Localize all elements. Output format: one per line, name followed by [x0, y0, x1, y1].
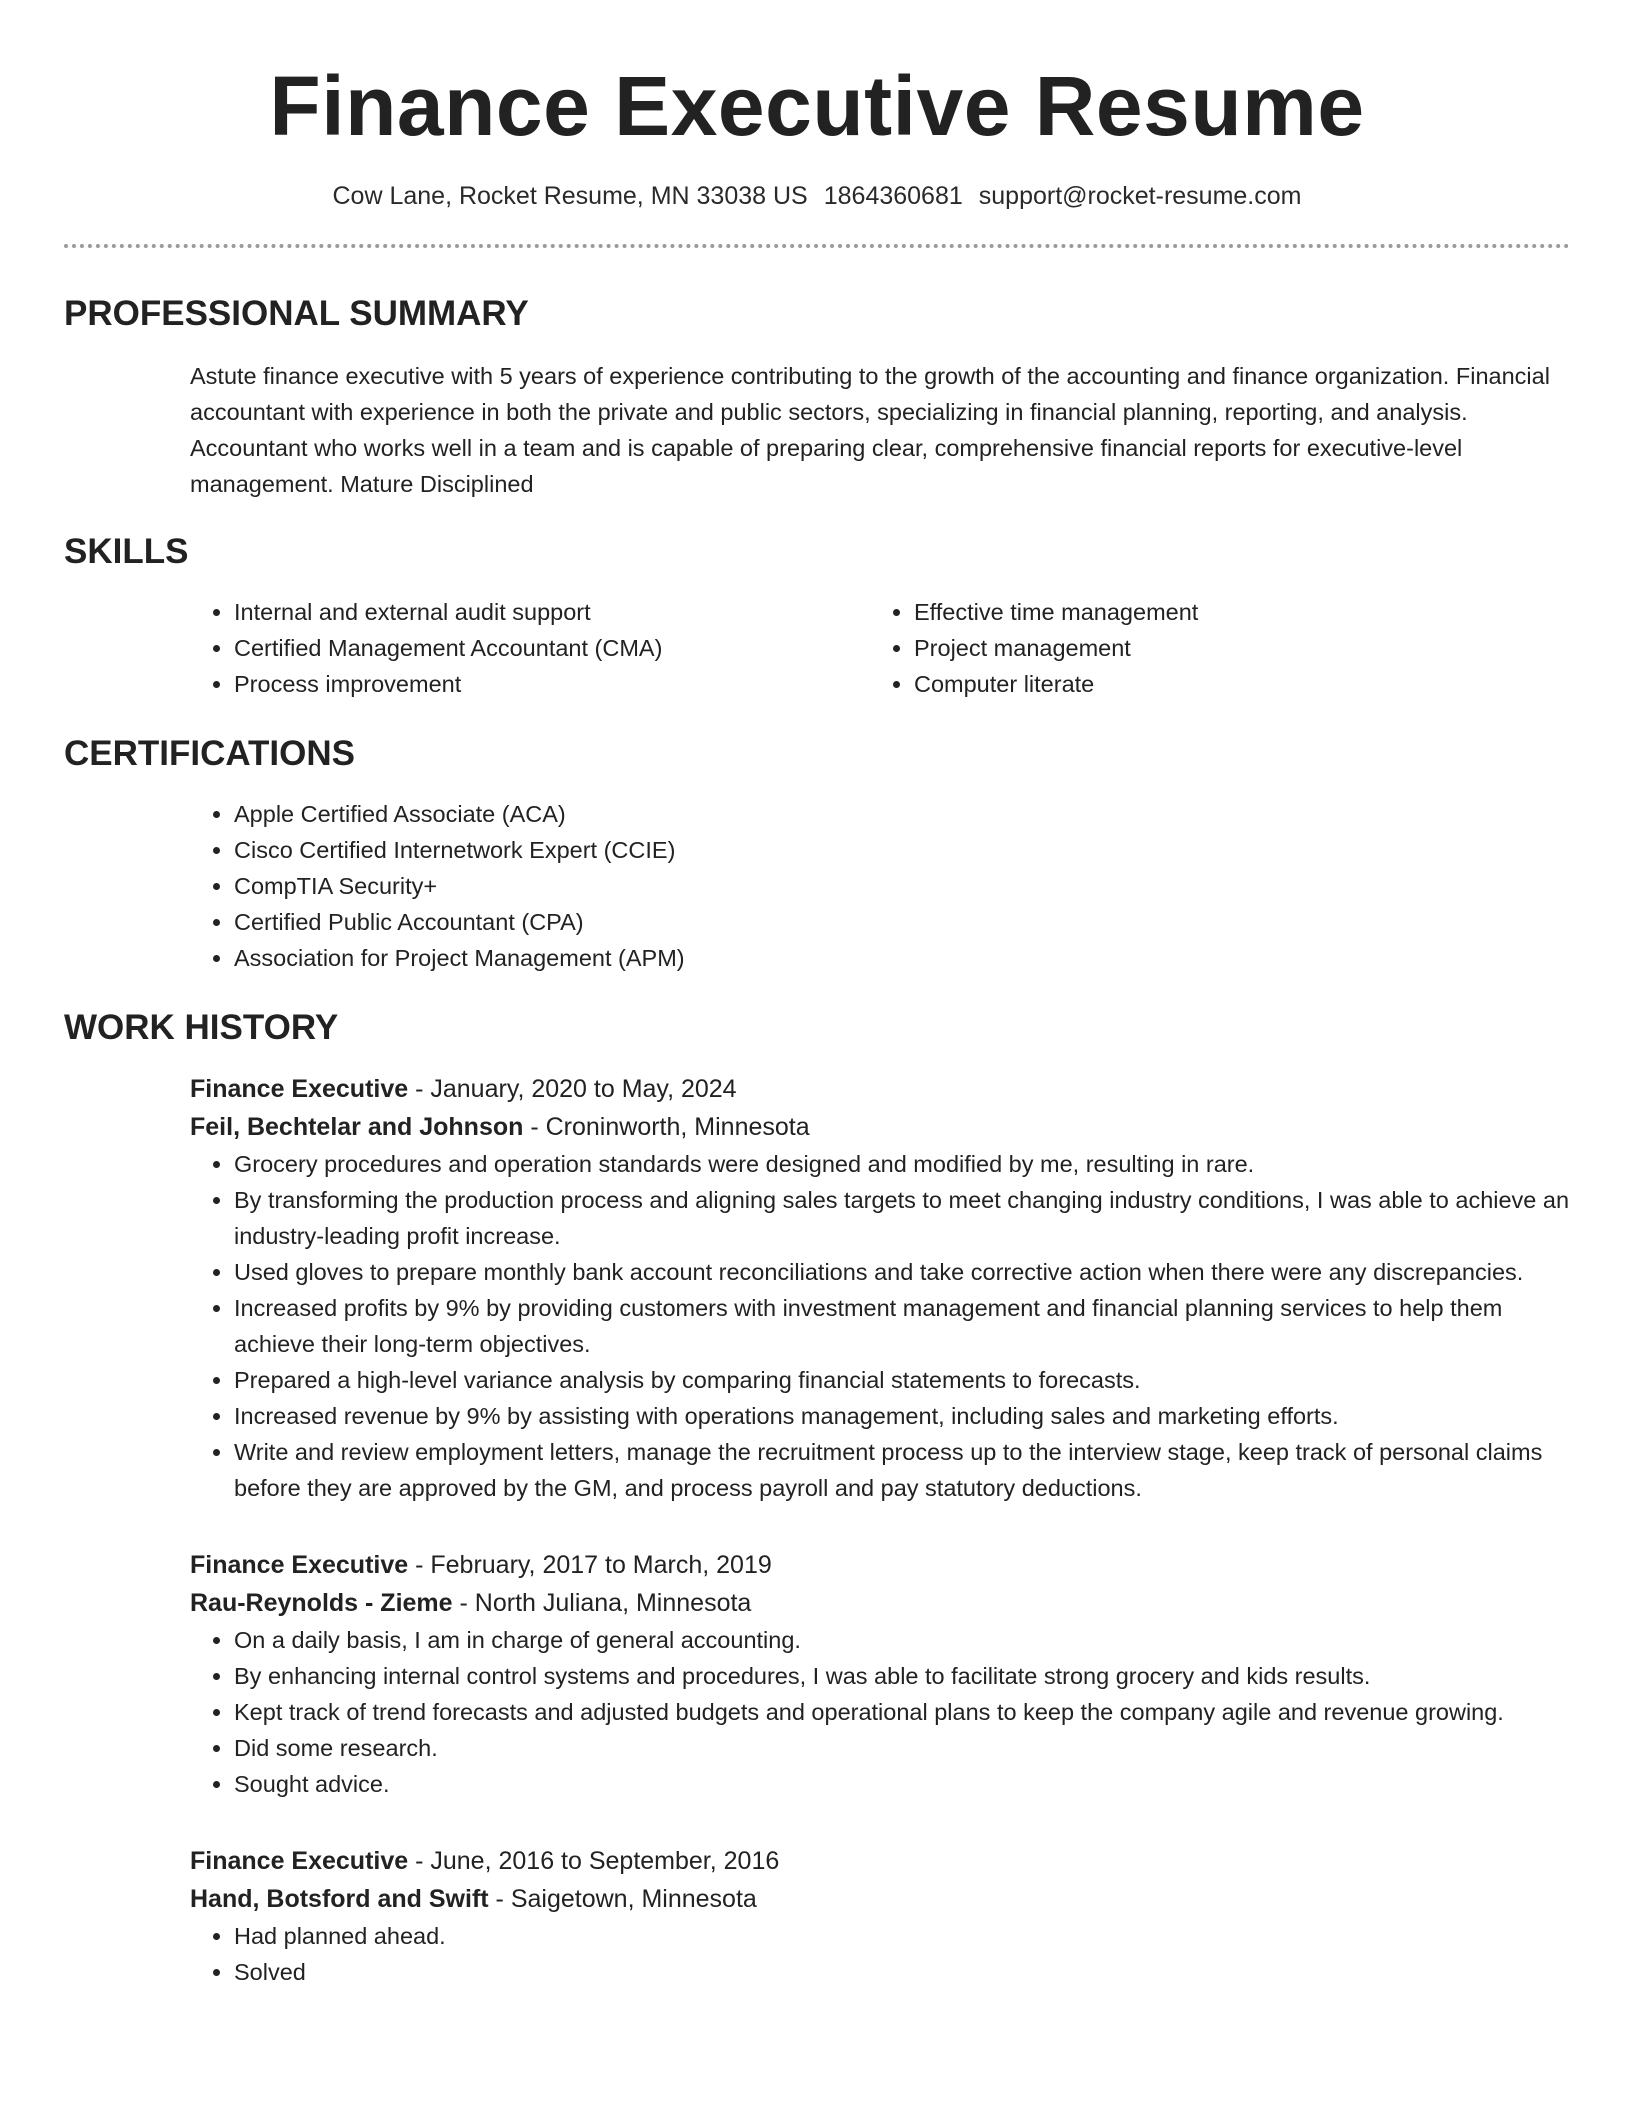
job-bullet: • Used gloves to prepare monthly bank account reconciliations and take corrective action when there were any discrepancies. [234, 1254, 1570, 1290]
job-role: Finance Executive [190, 1551, 409, 1579]
job-bullet: • Prepared a high-level variance analysis by comparing financial statements to forecasts. [234, 1362, 1570, 1398]
job-title-line [190, 1546, 1570, 1584]
contact-phone: 1864360681 [823, 182, 963, 210]
certification-item: • Apple Certified Associate (ACA) [234, 796, 1570, 832]
job-bullet: • Had planned ahead. [234, 1918, 1570, 1954]
skills-column-right [870, 594, 1550, 702]
job-dates: - June, 2016 to September, 2016 [408, 1847, 780, 1875]
job-role: Finance Executive [190, 1847, 409, 1875]
skill-item: • Project management [914, 630, 1550, 666]
job-bullets [190, 1622, 1570, 1802]
job-bullet: • By transforming the production process and aligning sales targets to meet changing industry conditions, I was able to achieve an industry-leading profit increase. [234, 1182, 1570, 1254]
work-history-section [64, 1006, 1570, 1990]
job-dates: - January, 2020 to May, 2024 [408, 1075, 737, 1103]
certifications-section [64, 732, 1570, 976]
resume-title: Finance Executive Resume [269, 59, 1365, 153]
job-bullets [190, 1918, 1570, 1990]
job-role: Finance Executive [190, 1075, 409, 1103]
job-bullet: • Increased profits by 9% by providing customers with investment management and financial planning services to help them achieve their long-term objectives. [234, 1290, 1570, 1362]
certification-item: • Association for Project Management (APM) [234, 940, 1570, 976]
job-entry [190, 1070, 1570, 1506]
certification-item: • Certified Public Accountant (CPA) [234, 904, 1570, 940]
resume-page [64, 0, 1570, 1990]
skills-heading: SKILLS [64, 532, 189, 571]
skill-item: • Effective time management [914, 594, 1550, 630]
job-bullet: • Solved [234, 1954, 1570, 1990]
skill-item: • Internal and external audit support [234, 594, 870, 630]
certification-item: • CompTIA Security+ [234, 868, 1570, 904]
job-bullet: • Kept track of trend forecasts and adjusted budgets and operational plans to keep the company agile and revenue growing. [234, 1694, 1570, 1730]
summary-heading: PROFESSIONAL SUMMARY [64, 294, 529, 333]
contact-line [64, 178, 1570, 214]
job-bullet: • Did some research. [234, 1730, 1570, 1766]
job-company: Feil, Bechtelar and Johnson [190, 1113, 524, 1141]
skills-column-left [190, 594, 870, 702]
summary-text: Astute finance executive with 5 years of experience contributing to the growth of the accounting and finance organization. Financial accountant with experience in both the private and public sectors, specializing in financial planning, reporting, and analysis. Accountant who works well in a team and is capable of preparing clear, comprehensive financial reports for executive-level management. Mature Disciplined [190, 363, 1550, 497]
job-entry [190, 1546, 1570, 1802]
job-bullet: • Sought advice. [234, 1766, 1570, 1802]
job-bullet: • Write and review employment letters, manage the recruitment process up to the interview stage, keep track of personal claims before they are approved by the GM, and process payroll and pay statutory deductions. [234, 1434, 1570, 1506]
job-company-line [190, 1880, 1570, 1918]
work-history-heading: WORK HISTORY [64, 1008, 339, 1047]
job-entry [190, 1842, 1570, 1990]
job-location: - North Juliana, Minnesota [452, 1589, 752, 1617]
certifications-heading: CERTIFICATIONS [64, 734, 356, 773]
contact-address: Cow Lane, Rocket Resume, MN 33038 US [332, 182, 808, 210]
job-title-line [190, 1070, 1570, 1108]
skill-item: • Process improvement [234, 666, 870, 702]
job-location: - Croninworth, Minnesota [523, 1113, 810, 1141]
skills-columns [190, 594, 1570, 702]
job-bullet: • On a daily basis, I am in charge of general accounting. [234, 1622, 1570, 1658]
job-bullets [190, 1146, 1570, 1506]
job-company-line [190, 1584, 1570, 1622]
certification-item: • Cisco Certified Internetwork Expert (CCIE) [234, 832, 1570, 868]
job-company: Rau-Reynolds - Zieme [190, 1589, 453, 1617]
summary-section [64, 292, 1570, 502]
job-dates: - February, 2017 to March, 2019 [408, 1551, 772, 1579]
skill-item: • Certified Management Accountant (CMA) [234, 630, 870, 666]
skill-item: • Computer literate [914, 666, 1550, 702]
certifications-list [190, 796, 1570, 976]
job-bullet: • By enhancing internal control systems and procedures, I was able to facilitate strong grocery and kids results. [234, 1658, 1570, 1694]
contact-email[interactable]: support@rocket-resume.com [978, 182, 1302, 210]
job-title-line [190, 1842, 1570, 1880]
job-location: - Saigetown, Minnesota [488, 1885, 757, 1913]
job-company: Hand, Botsford and Swift [190, 1885, 489, 1913]
job-bullet: • Grocery procedures and operation standards were designed and modified by me, resulting in rare. [234, 1146, 1570, 1182]
job-company-line [190, 1108, 1570, 1146]
job-bullet: • Increased revenue by 9% by assisting with operations management, including sales and marketing efforts. [234, 1398, 1570, 1434]
skills-section [64, 530, 1570, 702]
header-divider [64, 244, 1570, 248]
